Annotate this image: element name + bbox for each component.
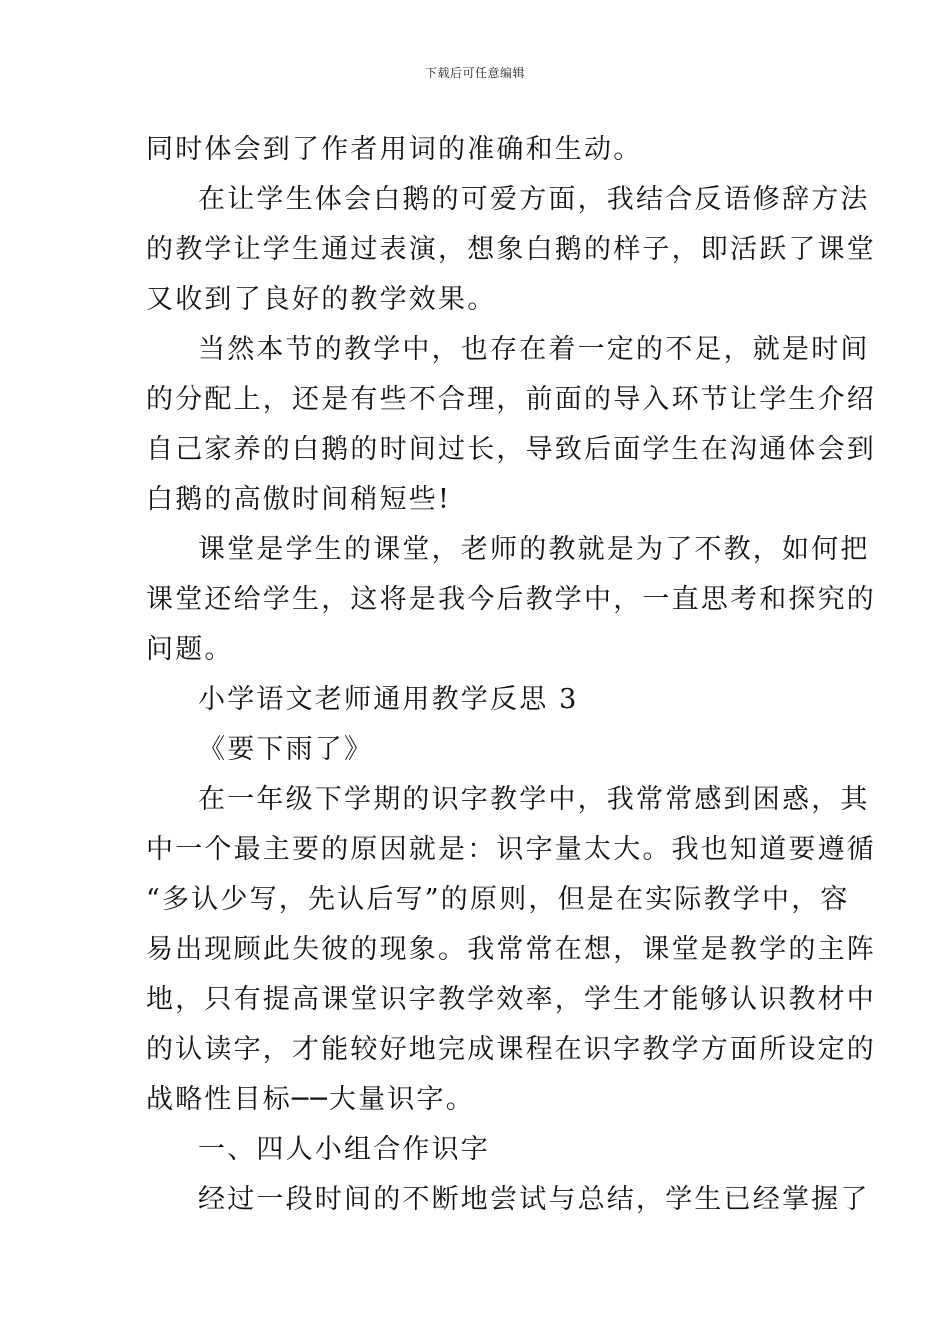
text-line: 问题。 <box>146 634 234 665</box>
text-line: 课堂还给学生，这将是我今后教学中，一直思考和探究的 <box>146 584 876 615</box>
text-line: 中一个最主要的原因就是：识字量太大。我也知道要遵循 <box>146 834 876 865</box>
lesson-title: 《要下雨了》 <box>198 734 374 765</box>
text-line: 又收到了良好的教学效果。 <box>146 284 497 315</box>
text-line: 的分配上，还是有些不合理，前面的导入环节让学生介绍 <box>146 384 876 415</box>
text-line: 的教学让学生通过表演，想象白鹅的样子，即活跃了课堂 <box>146 234 876 265</box>
section-title: 小学语文老师通用教学反思 3 <box>198 684 579 715</box>
subheading: 一、四人小组合作识字 <box>198 1134 490 1165</box>
page-header-note: 下载后可任意编辑 <box>424 66 525 80</box>
paragraph-start-line: 经过一段时间的不断地尝试与总结，学生已经掌握了 <box>198 1184 870 1215</box>
paragraph-start-line: 课堂是学生的课堂，老师的教就是为了不教，如何把 <box>198 534 870 565</box>
paragraph-start-line: 在让学生体会白鹅的可爱方面，我结合反语修辞方法 <box>198 184 870 215</box>
text-line: 同时体会到了作者用词的准确和生动。 <box>146 134 643 165</box>
paragraph-start-line: 当然本节的教学中，也存在着一定的不足，就是时间 <box>198 334 870 365</box>
paragraph-start-line: 在一年级下学期的识字教学中，我常常感到困惑，其 <box>198 784 870 815</box>
text-line: 地，只有提高课堂识字教学效率，学生才能够认识教材中 <box>146 984 876 1015</box>
text-line: 战略性目标──大量识字。 <box>146 1084 475 1115</box>
text-line: 的认读字，才能较好地完成课程在识字教学方面所设定的 <box>146 1034 876 1065</box>
text-line: 自己家养的白鹅的时间过长，导致后面学生在沟通体会到 <box>146 434 876 465</box>
text-line: “多认少写，先认后写”的原则，但是在实际教学中，容 <box>146 884 850 915</box>
text-line: 白鹅的高傲时间稍短些! <box>146 484 452 515</box>
text-line: 易出现顾此失彼的现象。我常常在想，课堂是教学的主阵 <box>146 934 876 965</box>
